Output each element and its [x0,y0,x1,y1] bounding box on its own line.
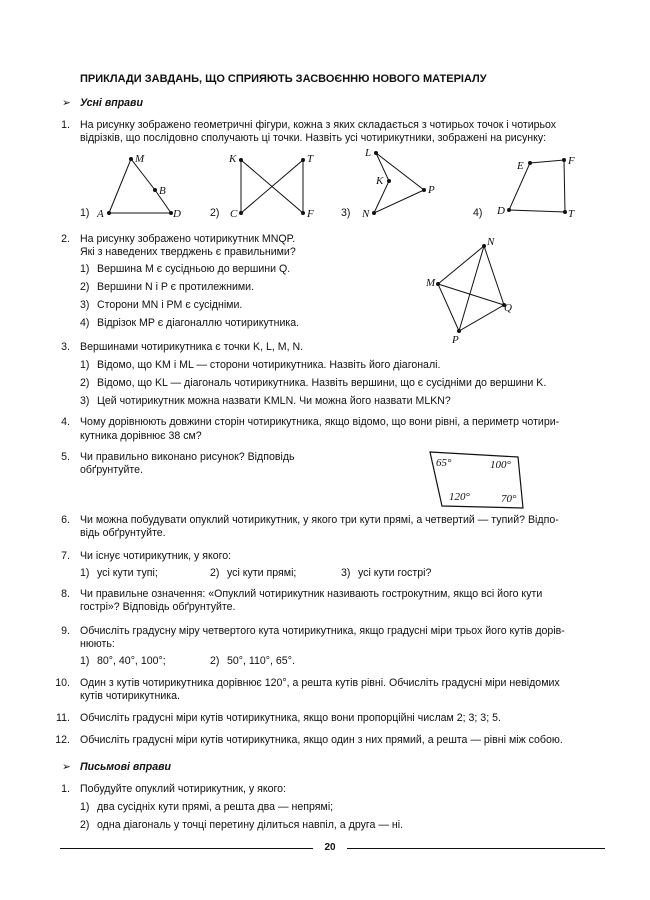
item-number: 1) [80,567,90,579]
task-text: відь обґрунтуйте. [80,527,166,539]
task-number: 6. [61,514,70,526]
task-number: 1. [61,783,70,795]
point-label: P [452,334,459,346]
point-label: A [97,208,104,220]
task-number: 12. [55,734,70,746]
item-number: 1) [80,801,90,813]
task-text: Побудуйте опуклий чотирикутник, у якого: [80,783,286,795]
task-text: кутника дорівнює 38 см? [80,430,202,442]
item-number: 2) [210,655,220,667]
footer-rule-left [60,848,313,849]
point-label: M [426,277,436,289]
point-label: T [307,153,314,165]
item-text: усі кути тупі; [97,567,158,579]
angle-label: 65° [436,457,452,469]
item-number: 3) [80,395,90,407]
point-label: Q [504,302,512,314]
item-number: 4) [80,317,90,329]
item-text: Відрізок MP є діагоналлю чотирикутника. [97,317,300,329]
task-text: Обчисліть градусні міри кутів чотирикутника, якщо вони пропорційні числам 2; 3; 3; 5. [80,712,501,724]
section-arrow-icon: ➢ [62,97,71,109]
point-label: D [173,208,181,220]
task-text: Які з наведених тверджень є правильними? [80,246,296,258]
task-number: 5. [61,451,70,463]
task-number: 10. [55,677,70,689]
item-number: 3) [80,299,90,311]
footer-rule-right [347,848,605,849]
item-text: 80°, 40°, 100°; [97,655,166,667]
task-text: гострі»? Відповідь обґрунтуйте. [80,601,236,613]
item-text: одна діагональ у точці перетину ділиться навпіл, а друга — ні. [97,819,404,831]
section-written-heading: Письмові вправи [80,761,171,773]
item-text: Вершина M є сусідньою до вершини Q. [97,263,291,275]
point-label: K [376,175,384,187]
item-number: 1) [80,359,90,371]
point-label: C [230,208,238,220]
task-text: Вершинами чотирикутника є точки K, L, M, N. [80,341,304,353]
item-number: 1) [80,263,90,275]
figure-number: 4) [473,207,483,219]
point-label: L [365,147,372,159]
task-number: 8. [61,588,70,600]
item-text: два сусідніх кути прямі, а решта два — непрямі; [97,801,334,813]
task-number: 4. [61,416,70,428]
point-label: F [307,208,314,220]
task-text: нюють: [80,638,115,650]
task-number: 1. [61,119,70,131]
item-number: 2) [210,567,220,579]
task-text: Один з кутів чотирикутника дорівнює 120°, а решта кутів рівні. Обчисліть градусні міри невідомих [80,677,560,689]
angle-label: 120° [449,491,470,503]
task-text: Чи можна побудувати опуклий чотирикутник, у якого три кути прямі, а четвертий — тупий? Відпо- [80,514,559,526]
task-text: Чи правильне означення: «Опуклий чотирикутник називають гострокутним, якщо всі його кути [80,588,543,600]
page-title: ПРИКЛАДИ ЗАВДАНЬ, ЩО СПРИЯЮТЬ ЗАСВОЄННЮ НОВОГО МАТЕРІАЛУ [80,73,487,85]
task-number: 9. [61,625,70,637]
task-number: 2. [61,233,70,245]
item-text: Цей чотирикутник можна назвати KMLN. Чи можна його назвати MLKN? [97,395,451,407]
point-label: P [428,184,435,196]
item-text: Відомо, що KL — діагональ чотирикутника. Назвіть вершини, що є сусідніми до вершини K. [97,377,547,389]
task-text: Чи існує чотирикутник, у якого: [80,550,232,562]
point-label: E [517,160,524,172]
item-text: Вершини N і P є протилежними. [97,281,255,293]
point-label: D [497,205,505,217]
angle-label: 70° [501,493,517,505]
item-number: 2) [80,819,90,831]
item-text: 50°, 110°, 65°. [227,655,295,667]
page-number: 20 [324,842,336,853]
task-text: Чи правильно виконано рисунок? Відповідь [80,451,295,463]
section-arrow-icon: ➢ [62,761,71,773]
item-number: 2) [80,377,90,389]
task-number: 7. [61,550,70,562]
task-text: На рисунку зображено чотирикутник MNQP. [80,233,296,245]
task-number: 3. [61,341,70,353]
task-text: Обчисліть градусні міри кутів чотирикутника, якщо один з них прямий, а решта — рівні між собою. [80,734,563,746]
item-text: Відомо, що KM і ML — сторони чотирикутника. Назвіть його діагоналі. [97,359,441,371]
task-text: Чому дорівнюють довжини сторін чотирикутника, якщо відомо, що вони рівні, а периметр чотири- [80,416,560,428]
angle-label: 100° [490,459,511,471]
section-oral-heading: Усні вправи [80,97,143,109]
task-text: відрізків, що послідовно сполучають ці точки. Назвіть усі чотирикутники, зображені на рисунку: [80,132,547,144]
item-text: Сторони MN і PM є сусідніми. [97,299,243,311]
point-label: T [568,208,575,220]
item-number: 3) [341,567,351,579]
point-label: F [568,155,575,167]
point-label: M [135,153,145,165]
figure-number: 2) [210,207,220,219]
figure-number: 3) [341,207,351,219]
item-text: усі кути гострі? [358,567,432,579]
item-number: 1) [80,655,90,667]
item-text: усі кути прямі; [227,567,297,579]
point-label: B [159,185,166,197]
task-number: 11. [56,712,70,724]
figure-number: 1) [80,207,90,219]
task-text: На рисунку зображено геометричні фігури, кожна з яких складається з чотирьох точок і чотирьох [80,119,557,131]
point-label: K [229,153,237,165]
item-number: 2) [80,281,90,293]
task-text: обґрунтуйте. [80,464,143,476]
task-text: кутів чотирикутника. [80,690,180,702]
task-text: Обчисліть градусну міру четвертого кута чотирикутника, якщо градусні міри трьох його кутів дорів- [80,625,565,637]
point-label: N [487,236,495,248]
point-label: N [362,208,370,220]
